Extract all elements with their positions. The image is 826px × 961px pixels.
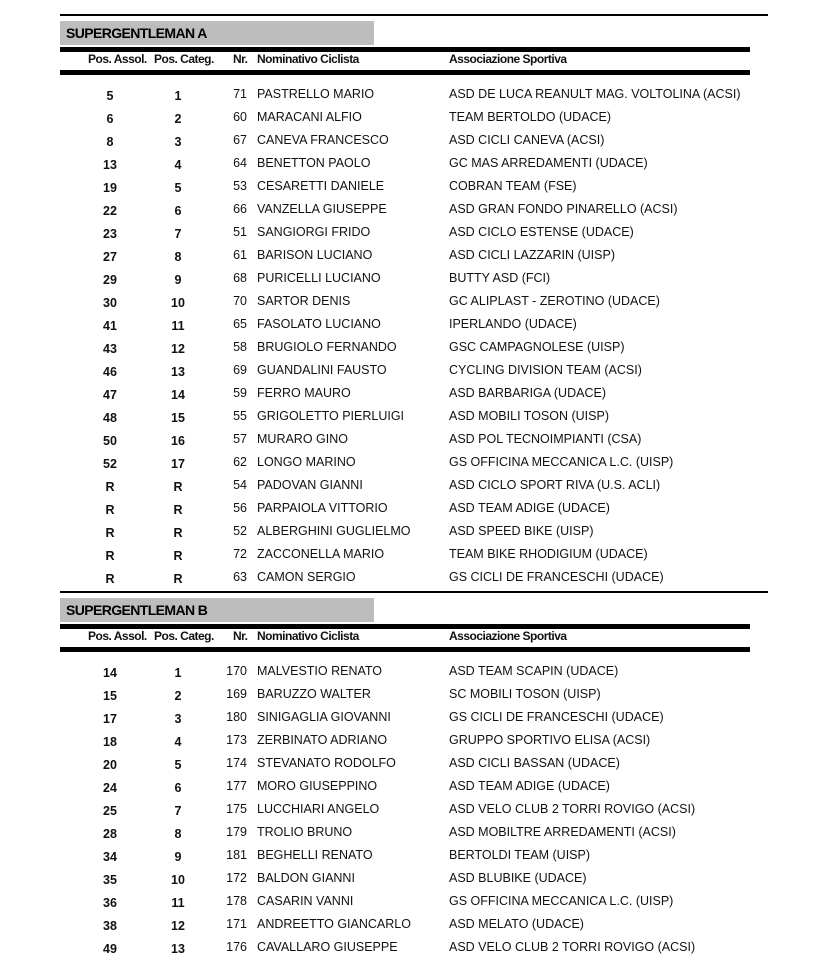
- cell-name: BENETTON PAOLO: [257, 156, 371, 170]
- cell-nr: 52: [233, 524, 247, 538]
- cell-name: GUANDALINI FAUSTO: [257, 363, 387, 377]
- cell-nr: 173: [226, 733, 247, 747]
- col-header-associazione: Associazione Sportiva: [449, 629, 567, 643]
- cell-nr: 181: [226, 848, 247, 862]
- table-row: [60, 545, 768, 568]
- table-row: [60, 685, 768, 708]
- cell-team: ASD DE LUCA REANULT MAG. VOLTOLINA (ACSI): [449, 87, 741, 101]
- cell-pos-categ: R: [173, 549, 183, 563]
- table-row: [60, 338, 768, 361]
- cell-pos-categ: 2: [174, 112, 182, 126]
- cell-name: BALDON GIANNI: [257, 871, 355, 885]
- cell-name: MURARO GINO: [257, 432, 348, 446]
- table-header: [60, 629, 750, 647]
- header-rule: [60, 647, 750, 652]
- cell-pos-categ: 1: [174, 666, 182, 680]
- cell-team: ASD CICLO ESTENSE (UDACE): [449, 225, 634, 239]
- col-header-nr: Nr.: [233, 52, 248, 66]
- cell-pos-categ: 13: [171, 365, 185, 379]
- cell-team: ASD MOBILTRE ARREDAMENTI (ACSI): [449, 825, 676, 839]
- cell-name: SINIGAGLIA GIOVANNI: [257, 710, 391, 724]
- cell-name: ALBERGHINI GUGLIELMO: [257, 524, 411, 538]
- cell-team: GC ALIPLAST - ZEROTINO (UDACE): [449, 294, 660, 308]
- cell-pos-categ: 1: [174, 89, 182, 103]
- table-row: [60, 85, 768, 108]
- cell-pos-assol: 19: [103, 181, 117, 195]
- cell-team: ASD MOBILI TOSON (UISP): [449, 409, 609, 423]
- cell-team: IPERLANDO (UDACE): [449, 317, 577, 331]
- cell-team: COBRAN TEAM (FSE): [449, 179, 577, 193]
- cell-pos-categ: 12: [171, 342, 185, 356]
- cell-pos-assol: 41: [103, 319, 117, 333]
- cell-team: ASD SPEED BIKE (UISP): [449, 524, 594, 538]
- cell-pos-categ: 16: [171, 434, 185, 448]
- cell-team: GRUPPO SPORTIVO ELISA (ACSI): [449, 733, 651, 747]
- col-header-nominativo: Nominativo Ciclista: [257, 52, 359, 66]
- table-row: [60, 200, 768, 223]
- header-rule: [60, 70, 750, 75]
- cell-team: ASD POL TECNOIMPIANTI (CSA): [449, 432, 642, 446]
- cell-pos-assol: R: [105, 572, 115, 586]
- cell-name: STEVANATO RODOLFO: [257, 756, 396, 770]
- cell-pos-assol: 48: [103, 411, 117, 425]
- cell-pos-categ: R: [173, 572, 183, 586]
- cell-pos-categ: 9: [174, 273, 182, 287]
- cell-team: CYCLING DIVISION TEAM (ACSI): [449, 363, 642, 377]
- cell-pos-assol: 29: [103, 273, 117, 287]
- cell-nr: 71: [233, 87, 247, 101]
- cell-name: PADOVAN GIANNI: [257, 478, 363, 492]
- table-row: [60, 407, 768, 430]
- cell-name: BARUZZO WALTER: [257, 687, 371, 701]
- cell-nr: 180: [226, 710, 247, 724]
- cell-team: ASD MELATO (UDACE): [449, 917, 584, 931]
- cell-pos-categ: 12: [171, 919, 185, 933]
- cell-name: SANGIORGI FRIDO: [257, 225, 371, 239]
- cell-pos-assol: 22: [103, 204, 117, 218]
- cell-pos-assol: 28: [103, 827, 117, 841]
- cell-name: ZERBINATO ADRIANO: [257, 733, 388, 747]
- cell-pos-categ: 8: [174, 827, 182, 841]
- cell-name: PASTRELLO MARIO: [257, 87, 375, 101]
- cell-pos-categ: 17: [171, 457, 185, 471]
- cell-pos-assol: R: [105, 526, 115, 540]
- cell-pos-categ: 14: [171, 388, 185, 402]
- cell-pos-categ: 7: [174, 227, 182, 241]
- cell-name: FERRO MAURO: [257, 386, 351, 400]
- cell-nr: 179: [226, 825, 247, 839]
- cell-pos-categ: 11: [171, 896, 185, 910]
- cell-name: VANZELLA GIUSEPPE: [257, 202, 387, 216]
- cell-team: TEAM BERTOLDO (UDACE): [449, 110, 612, 124]
- col-header-pos-categ: Pos. Categ.: [154, 629, 214, 643]
- table-row: [60, 568, 768, 591]
- section-supergentleman-a: [60, 21, 768, 591]
- top-divider: [60, 14, 768, 16]
- cell-team: ASD TEAM SCAPIN (UDACE): [449, 664, 619, 678]
- table-header: [60, 52, 750, 70]
- cell-pos-categ: 15: [171, 411, 185, 425]
- cell-pos-categ: 3: [174, 135, 182, 149]
- table-row: [60, 246, 768, 269]
- cell-pos-assol: 23: [103, 227, 117, 241]
- cell-team: SC MOBILI TOSON (UISP): [449, 687, 601, 701]
- table-row: [60, 846, 768, 869]
- cell-nr: 65: [233, 317, 247, 331]
- cell-name: BRUGIOLO FERNANDO: [257, 340, 397, 354]
- cell-team: GC MAS ARREDAMENTI (UDACE): [449, 156, 648, 170]
- cell-pos-assol: 34: [103, 850, 117, 864]
- table-row: [60, 522, 768, 545]
- cell-team: GS OFFICINA MECCANICA L.C. (UISP): [449, 894, 674, 908]
- cell-name: TROLIO BRUNO: [257, 825, 353, 839]
- cell-nr: 175: [226, 802, 247, 816]
- table-row: [60, 269, 768, 292]
- cell-name: CESARETTI DANIELE: [257, 179, 385, 193]
- table-row: [60, 384, 768, 407]
- col-header-pos-assol: Pos. Assol.: [88, 629, 147, 643]
- cell-pos-categ: 10: [171, 873, 185, 887]
- cell-pos-categ: 8: [174, 250, 182, 264]
- cell-name: FASOLATO LUCIANO: [257, 317, 381, 331]
- cell-nr: 177: [226, 779, 247, 793]
- cell-team: GS CICLI DE FRANCESCHI (UDACE): [449, 570, 664, 584]
- table-row: [60, 499, 768, 522]
- cell-name: ANDREETTO GIANCARLO: [257, 917, 411, 931]
- cell-nr: 70: [233, 294, 247, 308]
- cell-pos-categ: 13: [171, 942, 185, 956]
- cell-name: ZACCONELLA MARIO: [257, 547, 385, 561]
- cell-nr: 67: [233, 133, 247, 147]
- cell-name: MARACANI ALFIO: [257, 110, 362, 124]
- cell-nr: 174: [226, 756, 247, 770]
- cell-pos-assol: 15: [103, 689, 117, 703]
- cell-team: ASD TEAM ADIGE (UDACE): [449, 779, 610, 793]
- cell-team: ASD TEAM ADIGE (UDACE): [449, 501, 610, 515]
- col-header-nr: Nr.: [233, 629, 248, 643]
- cell-pos-categ: 4: [174, 158, 182, 172]
- col-header-nominativo: Nominativo Ciclista: [257, 629, 359, 643]
- table-row: [60, 708, 768, 731]
- cell-pos-categ: 4: [174, 735, 182, 749]
- cell-pos-categ: 5: [174, 758, 182, 772]
- table-row: [60, 131, 768, 154]
- cell-pos-assol: 5: [106, 89, 114, 103]
- cell-pos-assol: 50: [103, 434, 117, 448]
- results-table: [60, 662, 768, 961]
- cell-nr: 171: [226, 917, 247, 931]
- cell-pos-assol: 13: [103, 158, 117, 172]
- cell-nr: 69: [233, 363, 247, 377]
- cell-name: CAVALLARO GIUSEPPE: [257, 940, 398, 954]
- table-row: [60, 361, 768, 384]
- cell-name: BEGHELLI RENATO: [257, 848, 373, 862]
- cell-pos-categ: 9: [174, 850, 182, 864]
- cell-name: CAMON SERGIO: [257, 570, 356, 584]
- cell-pos-assol: 30: [103, 296, 117, 310]
- table-row: [60, 108, 768, 131]
- table-row: [60, 777, 768, 800]
- cell-team: ASD VELO CLUB 2 TORRI ROVIGO (ACSI): [449, 940, 696, 954]
- cell-name: CASARIN VANNI: [257, 894, 354, 908]
- cell-nr: 169: [226, 687, 247, 701]
- cell-pos-categ: 6: [174, 204, 182, 218]
- table-row: [60, 754, 768, 777]
- cell-nr: 68: [233, 271, 247, 285]
- cell-team: ASD GRAN FONDO PINARELLO (ACSI): [449, 202, 678, 216]
- cell-name: BARISON LUCIANO: [257, 248, 373, 262]
- cell-pos-assol: 20: [103, 758, 117, 772]
- cell-pos-assol: 49: [103, 942, 117, 956]
- table-row: [60, 938, 768, 961]
- cell-team: ASD BLUBIKE (UDACE): [449, 871, 587, 885]
- cell-pos-assol: 6: [106, 112, 114, 126]
- cell-pos-categ: R: [173, 480, 183, 494]
- cell-nr: 66: [233, 202, 247, 216]
- cell-pos-assol: 38: [103, 919, 117, 933]
- section-title: SUPERGENTLEMAN B: [60, 598, 374, 622]
- cell-pos-categ: 7: [174, 804, 182, 818]
- cell-team: TEAM BIKE RHODIGIUM (UDACE): [449, 547, 648, 561]
- cell-pos-assol: 25: [103, 804, 117, 818]
- cell-name: SARTOR DENIS: [257, 294, 351, 308]
- table-row: [60, 915, 768, 938]
- table-row: [60, 731, 768, 754]
- cell-pos-assol: 35: [103, 873, 117, 887]
- cell-nr: 58: [233, 340, 247, 354]
- cell-pos-categ: 3: [174, 712, 182, 726]
- cell-team: BUTTY ASD (FCI): [449, 271, 551, 285]
- cell-pos-categ: R: [173, 526, 183, 540]
- cell-nr: 54: [233, 478, 247, 492]
- col-header-pos-assol: Pos. Assol.: [88, 52, 147, 66]
- cell-pos-assol: R: [105, 480, 115, 494]
- cell-nr: 53: [233, 179, 247, 193]
- cell-nr: 61: [233, 248, 247, 262]
- cell-pos-categ: 6: [174, 781, 182, 795]
- cell-nr: 57: [233, 432, 247, 446]
- cell-name: PARPAIOLA VITTORIO: [257, 501, 388, 515]
- cell-pos-assol: 47: [103, 388, 117, 402]
- cell-name: MORO GIUSEPPINO: [257, 779, 378, 793]
- cell-nr: 59: [233, 386, 247, 400]
- table-row: [60, 800, 768, 823]
- cell-pos-categ: 10: [171, 296, 185, 310]
- cell-team: ASD CICLI CANEVA (ACSI): [449, 133, 605, 147]
- cell-team: ASD VELO CLUB 2 TORRI ROVIGO (ACSI): [449, 802, 696, 816]
- table-row: [60, 154, 768, 177]
- cell-name: GRIGOLETTO PIERLUIGI: [257, 409, 405, 423]
- cell-name: LUCCHIARI ANGELO: [257, 802, 380, 816]
- section-title: SUPERGENTLEMAN A: [60, 21, 374, 45]
- cell-pos-assol: 36: [103, 896, 117, 910]
- cell-team: GS OFFICINA MECCANICA L.C. (UISP): [449, 455, 674, 469]
- section-supergentleman-b: [60, 598, 768, 961]
- cell-pos-assol: 18: [103, 735, 117, 749]
- table-row: [60, 430, 768, 453]
- cell-nr: 172: [226, 871, 247, 885]
- cell-team: ASD CICLI LAZZARIN (UISP): [449, 248, 615, 262]
- cell-nr: 56: [233, 501, 247, 515]
- cell-pos-assol: R: [105, 549, 115, 563]
- cell-pos-assol: 24: [103, 781, 117, 795]
- cell-name: MALVESTIO RENATO: [257, 664, 383, 678]
- cell-pos-assol: 14: [103, 666, 117, 680]
- cell-nr: 178: [226, 894, 247, 908]
- table-row: [60, 177, 768, 200]
- cell-nr: 51: [233, 225, 247, 239]
- cell-nr: 55: [233, 409, 247, 423]
- table-row: [60, 315, 768, 338]
- cell-pos-assol: 8: [106, 135, 114, 149]
- table-row: [60, 892, 768, 915]
- table-row: [60, 869, 768, 892]
- cell-nr: 176: [226, 940, 247, 954]
- cell-nr: 64: [233, 156, 247, 170]
- cell-pos-categ: 11: [171, 319, 185, 333]
- cell-team: ASD CICLI BASSAN (UDACE): [449, 756, 620, 770]
- cell-pos-assol: 27: [103, 250, 117, 264]
- cell-nr: 60: [233, 110, 247, 124]
- cell-pos-categ: 5: [174, 181, 182, 195]
- col-header-associazione: Associazione Sportiva: [449, 52, 567, 66]
- cell-pos-categ: 2: [174, 689, 182, 703]
- cell-nr: 62: [233, 455, 247, 469]
- cell-name: PURICELLI LUCIANO: [257, 271, 381, 285]
- results-table: [60, 85, 768, 591]
- cell-team: ASD CICLO SPORT RIVA (U.S. ACLI): [449, 478, 661, 492]
- table-row: [60, 662, 768, 685]
- table-row: [60, 453, 768, 476]
- table-row: [60, 823, 768, 846]
- cell-team: ASD BARBARIGA (UDACE): [449, 386, 606, 400]
- cell-team: GSC CAMPAGNOLESE (UISP): [449, 340, 625, 354]
- cell-team: BERTOLDI TEAM (UISP): [449, 848, 591, 862]
- cell-nr: 72: [233, 547, 247, 561]
- cell-pos-assol: R: [105, 503, 115, 517]
- cell-name: LONGO MARINO: [257, 455, 356, 469]
- table-row: [60, 476, 768, 499]
- cell-nr: 63: [233, 570, 247, 584]
- cell-nr: 170: [226, 664, 247, 678]
- cell-name: CANEVA FRANCESCO: [257, 133, 389, 147]
- cell-pos-assol: 52: [103, 457, 117, 471]
- cell-pos-categ: R: [173, 503, 183, 517]
- cell-pos-assol: 46: [103, 365, 117, 379]
- cell-pos-assol: 17: [103, 712, 117, 726]
- table-row: [60, 223, 768, 246]
- cell-team: GS CICLI DE FRANCESCHI (UDACE): [449, 710, 664, 724]
- cell-pos-assol: 43: [103, 342, 117, 356]
- table-row: [60, 292, 768, 315]
- section-divider: [60, 591, 768, 593]
- col-header-pos-categ: Pos. Categ.: [154, 52, 214, 66]
